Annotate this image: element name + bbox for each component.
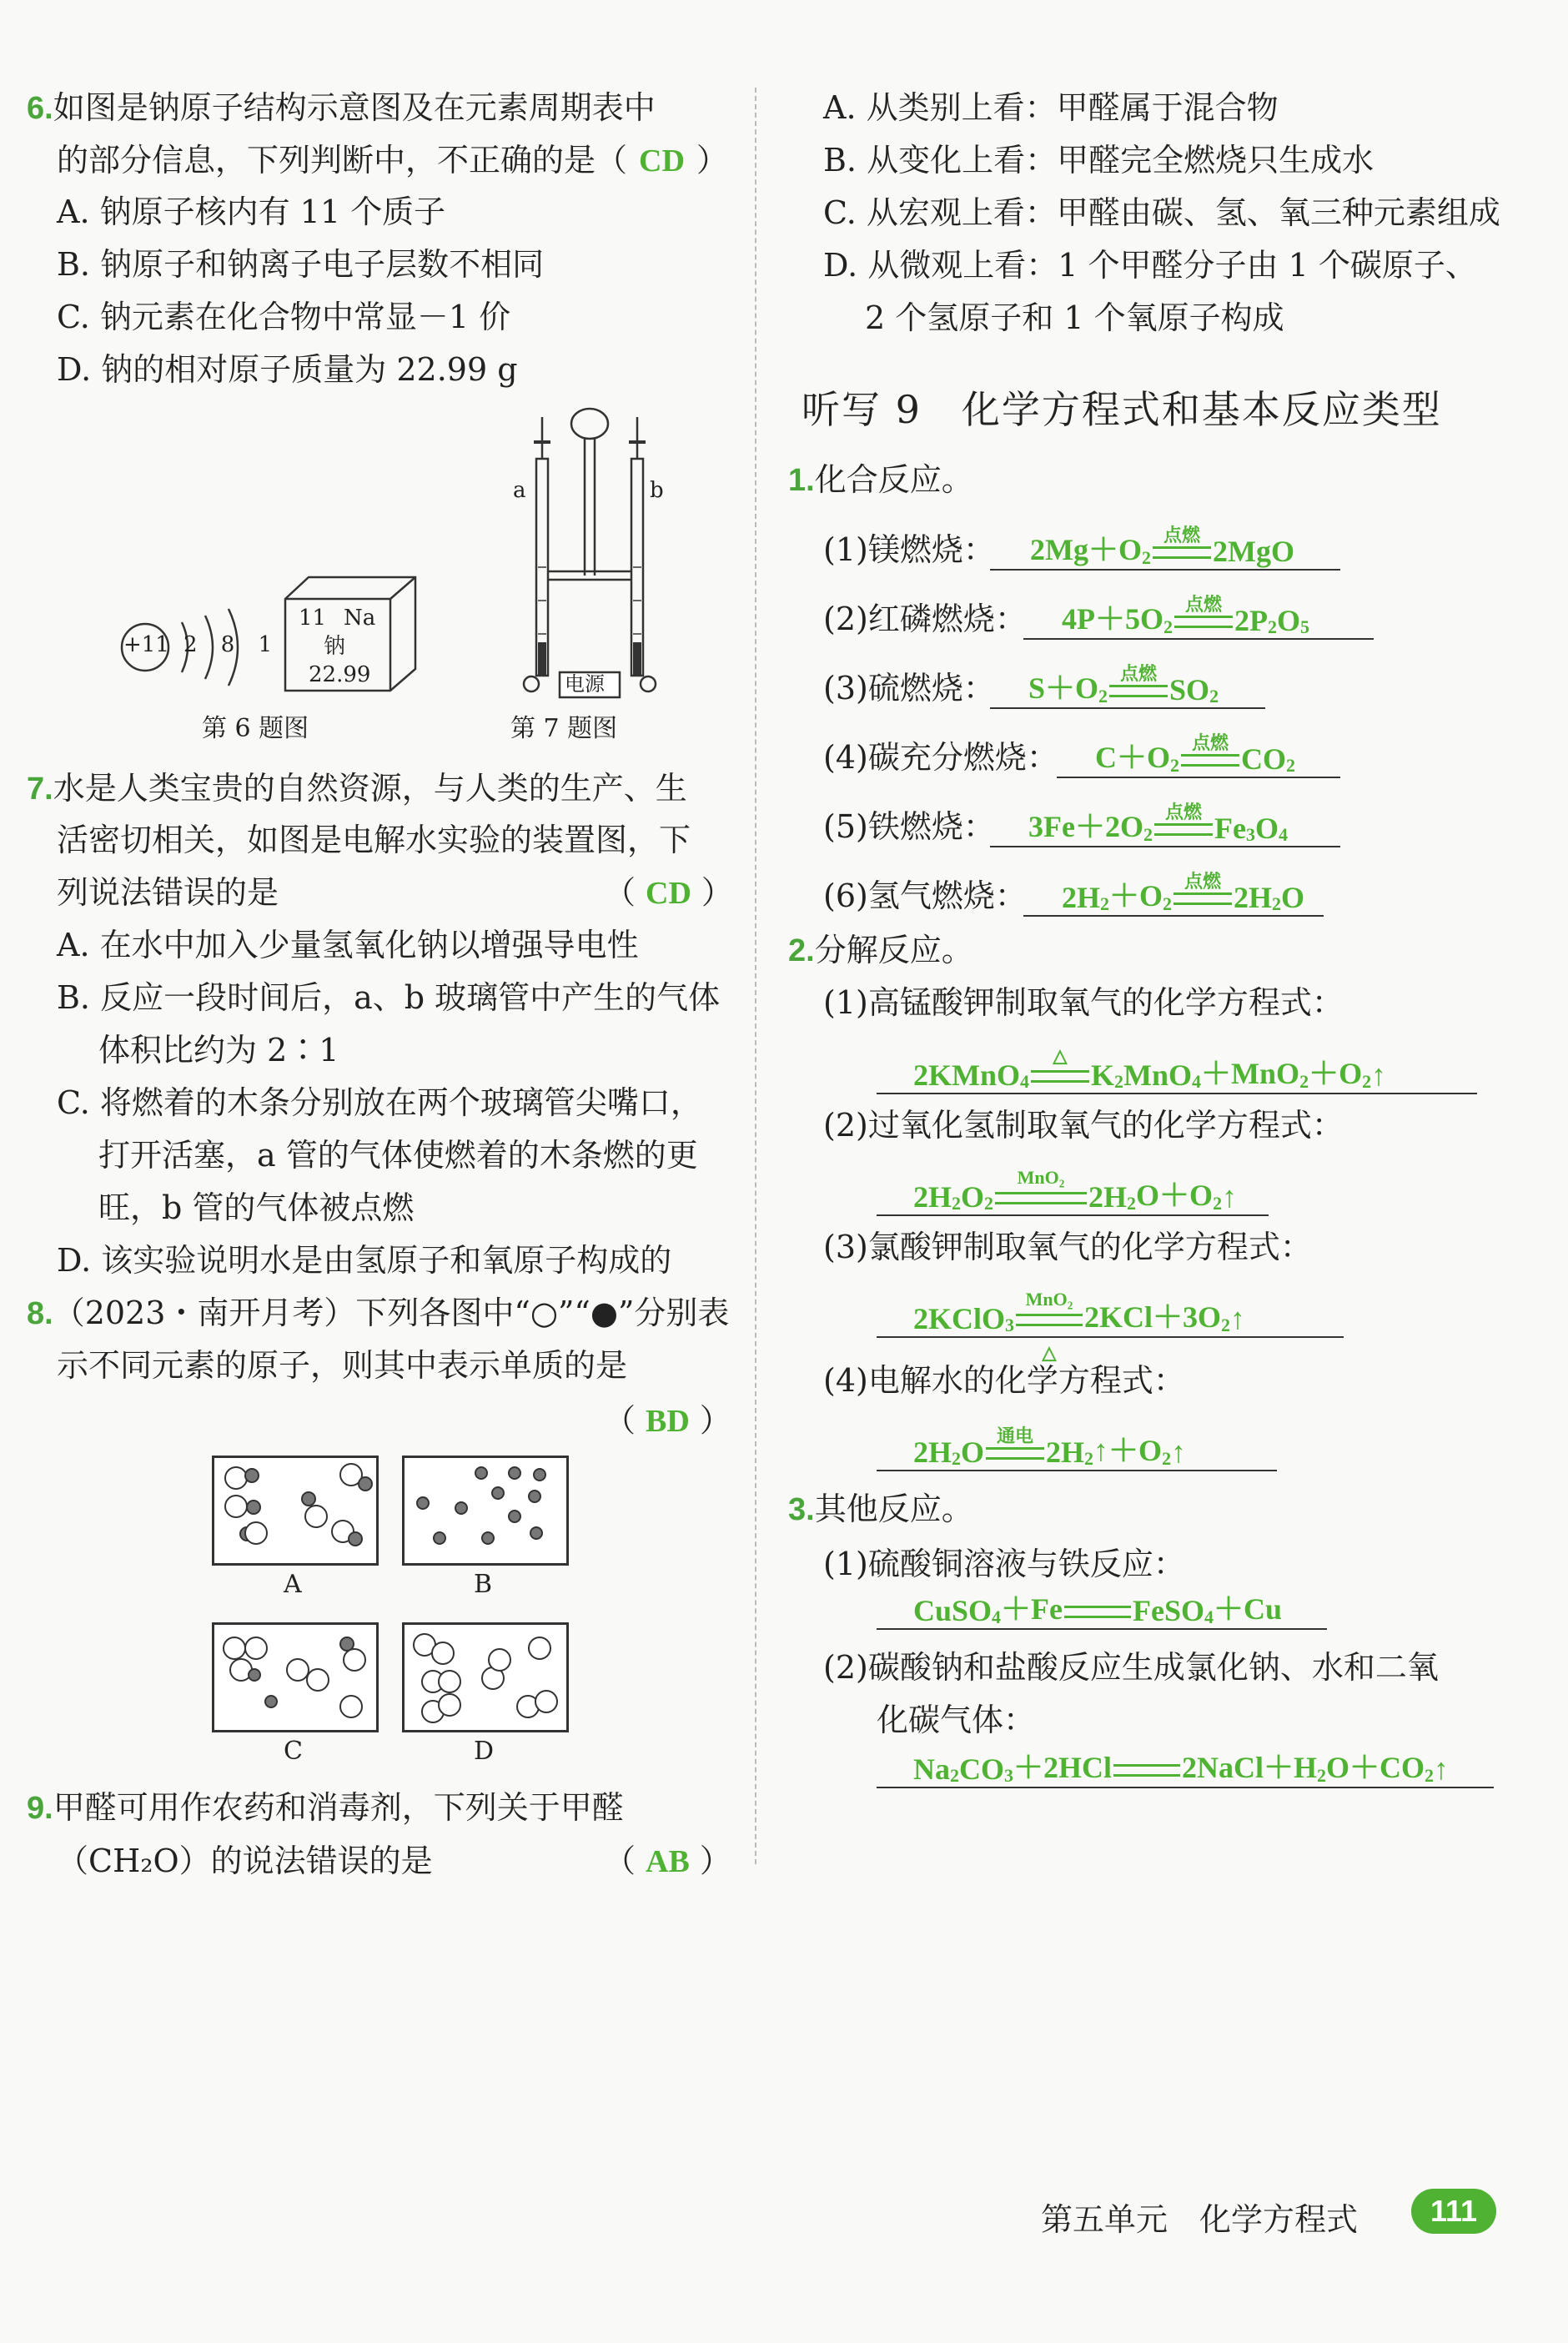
s1-item4-equation: C＋O $_2$ 点燃 CO $_2$ <box>1095 732 1296 776</box>
q8-line2: 示不同元素的原子，则其中表示单质的是 <box>57 1347 628 1384</box>
s2-item1-label: (1)高锰酸钾制取氧气的化学方程式： <box>823 984 1344 1021</box>
q7-line1: 7.水是人类宝贵的自然资源，与人类的生产、生 <box>27 770 687 807</box>
s1-item3-equation: S＋O $_2$ 点燃 SO $_2$ <box>1028 663 1219 706</box>
s1-item1-equation: 2Mg＋O $_2$ 点燃 2MgO <box>1030 525 1294 568</box>
sodium-element-cell <box>284 576 417 692</box>
q9-option-c: C. 从宏观上看：甲醛由碳、氢、氧三种元素组成 <box>823 194 1500 231</box>
s2-item4-equation: 2H 2 O 通电 2H 2 ↑＋O 2 ↑ <box>913 1425 1187 1469</box>
panel-d-label: D <box>474 1737 495 1766</box>
q7-line2: 活密切相关，如图是电解水实验的装置图，下 <box>57 822 691 858</box>
s1-item6-label: (6)氢气燃烧： <box>823 877 1027 914</box>
q6-answer: CD <box>639 143 685 178</box>
sodium-atom-diagram <box>117 601 284 701</box>
q8-answer-bracket: （ BD ） <box>604 1402 731 1439</box>
page-number-badge: 111 <box>1411 2189 1496 2234</box>
tube-b-label: b <box>650 478 664 503</box>
s3-item2-label: (2)碳酸钠和盐酸反应生成氯化钠、水和二氧 <box>823 1649 1439 1686</box>
q7-answer-bracket: （ CD ） <box>604 874 733 911</box>
s2-heading: 2.分解反应。 <box>788 932 973 968</box>
s1-item1-label: (1)镁燃烧： <box>823 531 995 568</box>
s3-item2-label-cont: 化碳气体： <box>877 1702 1036 1738</box>
q7-line3: 列说法错误的是 <box>57 874 279 911</box>
panel-a-label: A <box>284 1570 302 1599</box>
q9-line1: 9.甲醛可用作农药和消毒剂，下列关于甲醛 <box>27 1789 624 1826</box>
q9-answer-bracket: （ AB ） <box>604 1843 731 1879</box>
cell-mass: 22.99 <box>309 662 371 687</box>
q8-answer: BD <box>646 1404 690 1439</box>
q9-option-b: B. 从变化上看：甲醛完全燃烧只生成水 <box>823 142 1375 178</box>
q9-option-d: D. 从微观上看：1 个甲醛分子由 1 个碳原子、 <box>823 247 1477 284</box>
q7-option-c-cont2: 旺，b 管的气体被点燃 <box>98 1189 415 1226</box>
panel-c-label: C <box>284 1737 303 1766</box>
q9-option-d-cont: 2 个氢原子和 1 个氧原子构成 <box>865 299 1284 336</box>
s1-item5-label: (5)铁燃烧： <box>823 808 995 845</box>
q6-figure-caption: 第 6 题图 <box>202 714 309 743</box>
s1-item6-equation: 2H $_2$ ＋O 2 点燃 2H $_2$ O <box>1062 871 1305 914</box>
s2-item3-label: (3)氯酸钾制取氧气的化学方程式： <box>823 1229 1312 1265</box>
electrolysis-apparatus <box>506 400 665 701</box>
q6-option-d: D. 钠的相对原子质量为 22.99 g <box>57 351 518 388</box>
q7-option-d: D. 该实验说明水是由氢原子和氧原子构成的 <box>57 1242 672 1279</box>
column-divider <box>755 88 756 1864</box>
q7-figure-caption: 第 7 题图 <box>510 714 618 743</box>
s3-item2-equation: Na 2 CO 3 ＋2HCl 2NaCl＋H 2 O＋CO 2 ↑ <box>913 1751 1450 1786</box>
s1-item4-label: (4)碳充分燃烧： <box>823 739 1058 776</box>
s2-item3-equation: 2KClO 3 MnO₂ △ 2KCl＋3O 2 ↑ <box>913 1289 1246 1363</box>
s1-item3-label: (3)硫燃烧： <box>823 670 995 706</box>
atom-nucleus: +11 <box>123 632 169 657</box>
s1-heading: 1.化合反应。 <box>788 461 973 498</box>
tube-a-label: a <box>513 478 526 503</box>
cell-name: 钠 <box>324 634 346 659</box>
s3-item1-equation: CuSO 4 ＋Fe FeSO 4 ＋Cu <box>913 1592 1283 1627</box>
q6-option-b: B. 钠原子和钠离子电子层数不相同 <box>57 246 545 283</box>
s2-item2-label: (2)过氧化氢制取氧气的化学方程式： <box>823 1107 1344 1144</box>
s3-heading: 3.其他反应。 <box>788 1491 973 1527</box>
q8-line1: 8.（2023・南开月考）下列各图中“○”“●”分别表 <box>27 1295 730 1331</box>
s1-item2-label: (2)红磷燃烧： <box>823 601 1027 637</box>
s3-item1-label: (1)硫酸铜溶液与铁反应： <box>823 1546 1185 1582</box>
cell-symbol: Na <box>344 606 376 631</box>
s2-item2-equation: 2H 2 O 2 MnO₂ 2H 2 O＋O 2 ↑ <box>913 1167 1238 1214</box>
q7-option-c-cont1: 打开活塞，a 管的气体使燃着的木条燃的更 <box>98 1137 698 1174</box>
q7-option-b: B. 反应一段时间后，a、b 玻璃管中产生的气体 <box>57 979 721 1016</box>
s2-item4-label: (4)电解水的化学方程式： <box>823 1362 1185 1399</box>
atom-shells: 2 8 1 <box>183 632 281 657</box>
q9-answer: AB <box>646 1844 690 1879</box>
s1-item2-equation: 4P＋5O $_2$ 点燃 2P $_2$ O 5 <box>1062 594 1310 637</box>
q7-option-c: C. 将燃着的木条分别放在两个玻璃管尖嘴口， <box>57 1084 702 1121</box>
q7-answer: CD <box>646 876 691 911</box>
q7-option-a: A. 在水中加入少量氢氧化钠以增强导电性 <box>57 927 639 963</box>
particle-panel-c <box>212 1622 379 1732</box>
s2-item1-equation: 2KMnO 4 △ K 2 MnO 4 ＋MnO 2 ＋O 2 ↑ <box>913 1045 1387 1092</box>
particle-panel-d <box>402 1622 569 1732</box>
particle-panel-a <box>212 1456 379 1566</box>
footer-unit-title: 第五单元 化学方程式 <box>1041 2201 1359 2238</box>
panel-b-label: B <box>474 1570 493 1599</box>
q6-line2: 的部分信息，下列判断中，不正确的是（ CD ） <box>57 142 728 178</box>
power-source-label: 电源 <box>565 672 605 696</box>
q7-option-b-cont: 体积比约为 2∶1 <box>98 1032 339 1068</box>
q9-option-a: A. 从类别上看：甲醛属于混合物 <box>823 89 1279 126</box>
s1-item5-equation: 3Fe＋2O $_2$ 点燃 Fe $_3$ O 4 <box>1028 802 1288 845</box>
q6-option-c: C. 钠元素在化合物中常显－1 价 <box>57 299 511 335</box>
particle-panel-b <box>402 1456 569 1566</box>
cell-number: 11 <box>299 606 327 631</box>
section-title: 听写 9 化学方程式和基本反应类型 <box>802 387 1442 432</box>
q6-line1: 6.如图是钠原子结构示意图及在元素周期表中 <box>27 89 656 126</box>
q9-line2: （CH₂O）的说法错误的是 <box>57 1843 433 1879</box>
q6-option-a: A. 钠原子核内有 11 个质子 <box>57 194 446 230</box>
